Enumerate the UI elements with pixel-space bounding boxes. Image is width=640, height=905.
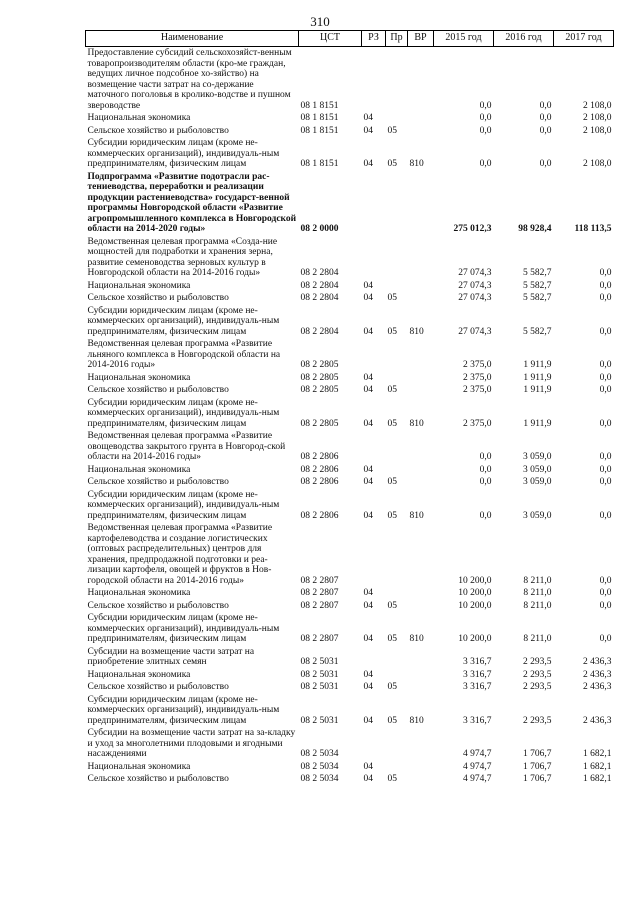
row-2015: 0,0 bbox=[479, 464, 492, 475]
row-vr bbox=[408, 112, 434, 125]
row-name: Сельское хозяйство и рыболовство bbox=[87, 774, 229, 784]
row-pr bbox=[386, 522, 408, 587]
row-vr bbox=[408, 384, 434, 397]
row-pr: 05 bbox=[387, 634, 397, 644]
table-row bbox=[86, 171, 614, 236]
row-rz: 04 bbox=[363, 600, 373, 611]
row-cst: 08 2 2805 bbox=[300, 385, 339, 395]
row-2015: 0,0 bbox=[479, 100, 492, 111]
row-2015: 0,0 bbox=[479, 452, 492, 462]
table-row bbox=[86, 773, 614, 786]
row-2015: 3 316,7 bbox=[463, 669, 492, 680]
row-vr: 810 bbox=[409, 715, 424, 726]
row-2017: 2 436,3 bbox=[583, 715, 612, 726]
table-row bbox=[86, 464, 614, 477]
row-name: Субсидии юридическим лицам (кроме не-коммерческих организаций), индивидуаль-ным предпринимателям, физическим лицам bbox=[87, 305, 280, 337]
row-rz: 04 bbox=[363, 159, 373, 169]
row-cst: 08 2 2807 bbox=[300, 600, 339, 611]
row-pr: 05 bbox=[387, 125, 397, 136]
row-pr: 05 bbox=[387, 418, 397, 429]
row-name: Национальная экономика bbox=[87, 280, 191, 291]
row-cst: 08 2 2806 bbox=[300, 477, 339, 487]
table-row bbox=[86, 476, 614, 489]
row-2016: 98 928,4 bbox=[518, 224, 552, 234]
row-vr: 810 bbox=[409, 418, 424, 429]
page-number: 310 bbox=[310, 14, 330, 29]
row-2017: 2 108,0 bbox=[583, 159, 612, 169]
row-pr bbox=[386, 171, 408, 236]
row-rz bbox=[362, 522, 386, 587]
row-vr bbox=[408, 522, 434, 587]
row-rz: 04 bbox=[363, 418, 373, 429]
row-cst: 08 2 5034 bbox=[300, 749, 339, 759]
row-pr: 05 bbox=[387, 682, 397, 692]
row-pr bbox=[386, 587, 408, 600]
row-2015: 10 200,0 bbox=[458, 634, 492, 644]
row-2015: 10 200,0 bbox=[458, 600, 492, 611]
row-name: Субсидии юридическим лицам (кроме не-коммерческих организаций), индивидуаль-ным предпринимателям, физическим лицам bbox=[87, 397, 280, 429]
row-2016: 8 211,0 bbox=[523, 588, 552, 598]
row-rz: 04 bbox=[363, 477, 373, 487]
row-rz bbox=[362, 727, 386, 761]
row-rz: 04 bbox=[363, 372, 373, 383]
row-cst: 08 2 2807 bbox=[300, 634, 339, 644]
row-2017: 0,0 bbox=[599, 280, 612, 291]
row-name: Сельское хозяйство и рыболовство bbox=[87, 600, 229, 611]
row-name: Национальная экономика bbox=[87, 113, 191, 123]
row-name: Ведомственная целевая программа «Созда-ние мощностей для подработки и хранения зерна, развитие семеноводства зерновых культур в Новгородской области на 2014-2016 годы» bbox=[87, 236, 278, 278]
row-name: Субсидии юридическим лицам (кроме не-коммерческих организаций), индивидуаль-ным предпринимателям, физическим лицам bbox=[87, 489, 280, 521]
header-name: Наименование bbox=[86, 31, 299, 47]
row-pr: 05 bbox=[387, 385, 397, 395]
table-row bbox=[86, 489, 614, 523]
row-rz: 04 bbox=[363, 280, 373, 291]
row-2017: 0,0 bbox=[599, 293, 612, 303]
table-row bbox=[86, 681, 614, 694]
table-row bbox=[86, 280, 614, 293]
row-2015: 2 375,0 bbox=[463, 372, 492, 383]
row-pr bbox=[386, 646, 408, 669]
row-2016: 8 211,0 bbox=[523, 634, 552, 644]
table-row bbox=[86, 397, 614, 431]
table-row bbox=[86, 236, 614, 280]
row-2017: 118 113,5 bbox=[574, 224, 612, 234]
table-row bbox=[86, 694, 614, 728]
row-2015: 3 316,7 bbox=[463, 715, 492, 726]
table-row bbox=[86, 338, 614, 372]
row-2015: 0,0 bbox=[479, 125, 492, 136]
row-2015: 0,0 bbox=[479, 159, 492, 169]
row-2015: 27 074,3 bbox=[458, 293, 492, 303]
row-2017: 2 436,3 bbox=[583, 669, 612, 680]
row-2017: 0,0 bbox=[599, 634, 612, 644]
header-2015: 2015 год bbox=[434, 31, 494, 47]
row-rz: 04 bbox=[363, 634, 373, 644]
row-2016: 3 059,0 bbox=[523, 464, 552, 475]
row-rz: 04 bbox=[363, 682, 373, 692]
row-pr: 05 bbox=[387, 510, 397, 521]
table-row bbox=[86, 125, 614, 138]
row-name: Сельское хозяйство и рыболовство bbox=[87, 385, 229, 395]
row-2017: 0,0 bbox=[599, 268, 612, 278]
row-2015: 27 074,3 bbox=[458, 280, 492, 291]
row-pr bbox=[386, 430, 408, 464]
row-2016: 1 706,7 bbox=[523, 749, 552, 759]
row-vr bbox=[408, 372, 434, 385]
row-cst: 08 1 8151 bbox=[300, 159, 339, 169]
table-row bbox=[86, 646, 614, 669]
row-2017: 0,0 bbox=[599, 326, 612, 337]
row-vr bbox=[408, 646, 434, 669]
row-2017: 2 436,3 bbox=[583, 682, 612, 692]
row-2017: 0,0 bbox=[599, 360, 612, 370]
row-name: Национальная экономика bbox=[87, 761, 191, 772]
row-2016: 8 211,0 bbox=[523, 575, 552, 586]
row-name: Сельское хозяйство и рыболовство bbox=[87, 682, 229, 692]
row-name: Сельское хозяйство и рыболовство bbox=[87, 477, 229, 487]
budget-table bbox=[85, 30, 614, 786]
row-cst: 08 2 5034 bbox=[300, 761, 339, 772]
row-2016: 8 211,0 bbox=[523, 600, 552, 611]
table-row bbox=[86, 137, 614, 171]
row-cst: 08 2 2806 bbox=[300, 510, 339, 521]
row-cst: 08 2 2806 bbox=[300, 464, 339, 475]
header-pr: Пр bbox=[386, 31, 408, 47]
row-rz: 04 bbox=[363, 125, 373, 136]
row-2015: 27 074,3 bbox=[458, 268, 492, 278]
row-vr: 810 bbox=[409, 326, 424, 337]
row-2017: 0,0 bbox=[599, 588, 612, 598]
row-2015: 2 375,0 bbox=[463, 418, 492, 429]
table-row bbox=[86, 292, 614, 305]
row-pr: 05 bbox=[387, 293, 397, 303]
row-vr: 810 bbox=[409, 510, 424, 521]
row-vr bbox=[408, 773, 434, 786]
row-pr: 05 bbox=[387, 159, 397, 169]
row-cst: 08 2 2807 bbox=[300, 588, 339, 598]
header-rz: РЗ bbox=[362, 31, 386, 47]
row-2015: 4 974,7 bbox=[463, 749, 492, 759]
row-2016: 1 911,9 bbox=[523, 360, 552, 370]
row-rz: 04 bbox=[363, 761, 373, 772]
table-row bbox=[86, 47, 614, 113]
row-name: Субсидии на возмещение части затрат на приобретение элитных семян bbox=[87, 646, 255, 667]
row-rz bbox=[362, 171, 386, 236]
row-vr bbox=[408, 681, 434, 694]
row-cst: 08 2 5031 bbox=[300, 657, 339, 667]
header-2017: 2017 год bbox=[554, 31, 614, 47]
row-vr bbox=[408, 430, 434, 464]
header-cst: ЦСТ bbox=[299, 31, 362, 47]
row-cst: 08 2 0000 bbox=[300, 224, 339, 234]
table-row bbox=[86, 669, 614, 682]
row-cst: 08 2 2805 bbox=[300, 372, 339, 383]
row-name: Субсидии юридическим лицам (кроме не-коммерческих организаций), индивидуаль-ным предпринимателям, физическим лицам bbox=[87, 694, 280, 726]
table-row bbox=[86, 522, 614, 587]
row-cst: 08 1 8151 bbox=[300, 100, 339, 111]
row-2016: 3 059,0 bbox=[523, 477, 552, 487]
table-row bbox=[86, 430, 614, 464]
row-vr bbox=[408, 47, 434, 113]
header-vr: ВР bbox=[408, 31, 434, 47]
row-rz bbox=[362, 236, 386, 280]
row-rz: 04 bbox=[363, 385, 373, 395]
row-2016: 0,0 bbox=[539, 159, 552, 169]
row-rz bbox=[362, 47, 386, 113]
row-cst: 08 2 5031 bbox=[300, 669, 339, 680]
row-rz: 04 bbox=[363, 774, 373, 784]
row-2017: 0,0 bbox=[599, 418, 612, 429]
row-2016: 0,0 bbox=[539, 125, 552, 136]
row-2015: 0,0 bbox=[479, 113, 492, 123]
row-vr bbox=[408, 587, 434, 600]
table-body bbox=[86, 47, 614, 786]
row-pr: 05 bbox=[387, 326, 397, 337]
row-2017: 1 682,1 bbox=[583, 774, 612, 784]
row-pr bbox=[386, 669, 408, 682]
row-rz: 04 bbox=[363, 669, 373, 680]
row-name: Субсидии юридическим лицам (кроме не-коммерческих организаций), индивидуаль-ным предпринимателям, физическим лицам bbox=[87, 138, 280, 169]
row-cst: 08 2 5031 bbox=[300, 715, 339, 726]
row-vr bbox=[408, 236, 434, 280]
row-2016: 2 293,5 bbox=[523, 657, 552, 667]
row-name: Ведомственная целевая программа «Развитие льняного комплекса в Новгородской области на 2014-2016 годы» bbox=[87, 339, 281, 370]
row-2017: 2 108,0 bbox=[583, 100, 612, 111]
row-vr bbox=[408, 280, 434, 293]
row-cst: 08 2 2804 bbox=[300, 280, 339, 291]
row-2015: 4 974,7 bbox=[463, 774, 492, 784]
row-vr bbox=[408, 476, 434, 489]
row-2017: 0,0 bbox=[599, 575, 612, 586]
row-cst: 08 2 5031 bbox=[300, 682, 339, 692]
row-name: Ведомственная целевая программа «Развитие овощеводства закрытого грунта в Новгород-ской области на 2014-2016 годы» bbox=[87, 431, 286, 462]
row-2016: 5 582,7 bbox=[523, 293, 552, 303]
table-row bbox=[86, 372, 614, 385]
row-2017: 0,0 bbox=[599, 464, 612, 475]
row-2016: 5 582,7 bbox=[523, 280, 552, 291]
row-name: Национальная экономика bbox=[87, 588, 191, 598]
row-pr bbox=[386, 338, 408, 372]
table-row bbox=[86, 727, 614, 761]
row-rz: 04 bbox=[363, 464, 373, 475]
row-2016: 0,0 bbox=[539, 113, 552, 123]
row-name: Подпрограмма «Развитие подотрасли рас-тениеводства, переработки и реализации продукции растениеводства» государст-венной программы Новгородской области «Развитие агропромышленного комплекса в Новгородской области на 2014-2020 годы» bbox=[87, 171, 297, 234]
table-row bbox=[86, 587, 614, 600]
row-2015: 3 316,7 bbox=[463, 657, 492, 667]
row-cst: 08 2 2804 bbox=[300, 326, 339, 337]
row-name: Субсидии на возмещение части затрат на за-кладку и уход за многолетними плодовыми и ягодными насаждениями bbox=[87, 728, 296, 759]
row-name: Предоставление субсидий сельскохозяйст-венным товаропроизводителям области (кро-ме граждан, ведущих личное подсобное хо-зяйство) на возмещение части затрат на со-держание маточного поголовья в кролико-водстве и пушном звероводстве bbox=[87, 48, 292, 111]
row-rz bbox=[362, 646, 386, 669]
row-vr bbox=[408, 338, 434, 372]
row-2016: 5 582,7 bbox=[523, 268, 552, 278]
row-vr bbox=[408, 727, 434, 761]
row-2017: 1 682,1 bbox=[583, 761, 612, 772]
row-2016: 3 059,0 bbox=[523, 510, 552, 521]
row-2017: 0,0 bbox=[599, 372, 612, 383]
row-name: Национальная экономика bbox=[87, 464, 191, 475]
table-row bbox=[86, 305, 614, 339]
row-vr bbox=[408, 171, 434, 236]
row-cst: 08 2 2807 bbox=[300, 575, 339, 586]
row-2015: 10 200,0 bbox=[458, 588, 492, 598]
row-cst: 08 2 5034 bbox=[300, 774, 339, 784]
row-vr bbox=[408, 125, 434, 138]
row-pr bbox=[386, 280, 408, 293]
row-vr bbox=[408, 464, 434, 477]
table-row bbox=[86, 612, 614, 646]
row-2015: 10 200,0 bbox=[458, 575, 492, 586]
row-pr bbox=[386, 372, 408, 385]
row-2017: 0,0 bbox=[599, 385, 612, 395]
row-2017: 2 108,0 bbox=[583, 125, 612, 136]
row-2017: 2 436,3 bbox=[583, 657, 612, 667]
row-cst: 08 2 2805 bbox=[300, 360, 339, 370]
row-pr: 05 bbox=[387, 715, 397, 726]
row-cst: 08 1 8151 bbox=[300, 113, 339, 123]
row-pr bbox=[386, 727, 408, 761]
row-rz: 04 bbox=[363, 510, 373, 521]
row-rz: 04 bbox=[363, 326, 373, 337]
row-2016: 1 706,7 bbox=[523, 761, 552, 772]
row-cst: 08 2 2805 bbox=[300, 418, 339, 429]
row-rz: 04 bbox=[363, 588, 373, 598]
row-2017: 0,0 bbox=[599, 477, 612, 487]
row-2017: 1 682,1 bbox=[583, 749, 612, 759]
row-2017: 0,0 bbox=[599, 600, 612, 611]
row-pr bbox=[386, 47, 408, 113]
row-2015: 0,0 bbox=[479, 510, 492, 521]
table-row bbox=[86, 600, 614, 613]
row-2015: 0,0 bbox=[479, 477, 492, 487]
row-2017: 0,0 bbox=[599, 510, 612, 521]
row-name: Сельское хозяйство и рыболовство bbox=[87, 293, 229, 303]
row-vr bbox=[408, 600, 434, 613]
row-pr bbox=[386, 761, 408, 774]
row-rz bbox=[362, 338, 386, 372]
row-2016: 3 059,0 bbox=[523, 452, 552, 462]
row-pr: 05 bbox=[387, 477, 397, 487]
row-name: Сельское хозяйство и рыболовство bbox=[87, 125, 229, 136]
row-cst: 08 2 2804 bbox=[300, 293, 339, 303]
row-pr bbox=[386, 112, 408, 125]
header-2016: 2016 год bbox=[494, 31, 554, 47]
row-pr: 05 bbox=[387, 600, 397, 611]
row-2016: 1 706,7 bbox=[523, 774, 552, 784]
row-cst: 08 1 8151 bbox=[300, 125, 339, 136]
row-2015: 275 012,3 bbox=[453, 224, 492, 234]
row-cst: 08 2 2806 bbox=[300, 452, 339, 462]
row-2016: 2 293,5 bbox=[523, 669, 552, 680]
row-name: Субсидии юридическим лицам (кроме не-коммерческих организаций), индивидуаль-ным предпринимателям, физическим лицам bbox=[87, 613, 280, 644]
row-2016: 1 911,9 bbox=[523, 372, 552, 383]
row-rz: 04 bbox=[363, 113, 373, 123]
row-vr bbox=[408, 669, 434, 682]
table-row bbox=[86, 112, 614, 125]
row-vr bbox=[408, 761, 434, 774]
row-2016: 5 582,7 bbox=[523, 326, 552, 337]
row-pr bbox=[386, 236, 408, 280]
row-2015: 4 974,7 bbox=[463, 761, 492, 772]
row-rz: 04 bbox=[363, 715, 373, 726]
header-row bbox=[86, 31, 614, 47]
row-name: Национальная экономика bbox=[87, 372, 191, 383]
row-pr: 05 bbox=[387, 774, 397, 784]
table-row bbox=[86, 761, 614, 774]
row-vr bbox=[408, 292, 434, 305]
row-rz bbox=[362, 430, 386, 464]
row-vr: 810 bbox=[409, 159, 424, 169]
row-2016: 0,0 bbox=[539, 100, 552, 111]
row-2017: 0,0 bbox=[599, 452, 612, 462]
row-vr: 810 bbox=[409, 634, 424, 644]
row-pr bbox=[386, 464, 408, 477]
row-2015: 2 375,0 bbox=[463, 385, 492, 395]
row-2016: 2 293,5 bbox=[523, 715, 552, 726]
row-name: Ведомственная целевая программа «Развитие картофелеводства и создание логистических (оптовых распределительных) центров для хранения, предпродажной подготовки и реа-лизации картофеля, овощей и фруктов в Нов-городской области на 2014-2016 годы» bbox=[87, 523, 273, 586]
row-2015: 3 316,7 bbox=[463, 682, 492, 692]
table-row bbox=[86, 384, 614, 397]
row-2016: 2 293,5 bbox=[523, 682, 552, 692]
row-rz: 04 bbox=[363, 293, 373, 303]
row-cst: 08 2 2804 bbox=[300, 268, 339, 278]
row-2017: 2 108,0 bbox=[583, 113, 612, 123]
row-name: Национальная экономика bbox=[87, 669, 191, 680]
row-2015: 27 074,3 bbox=[458, 326, 492, 337]
row-2016: 1 911,9 bbox=[523, 418, 552, 429]
row-2015: 2 375,0 bbox=[463, 360, 492, 370]
row-2016: 1 911,9 bbox=[523, 385, 552, 395]
